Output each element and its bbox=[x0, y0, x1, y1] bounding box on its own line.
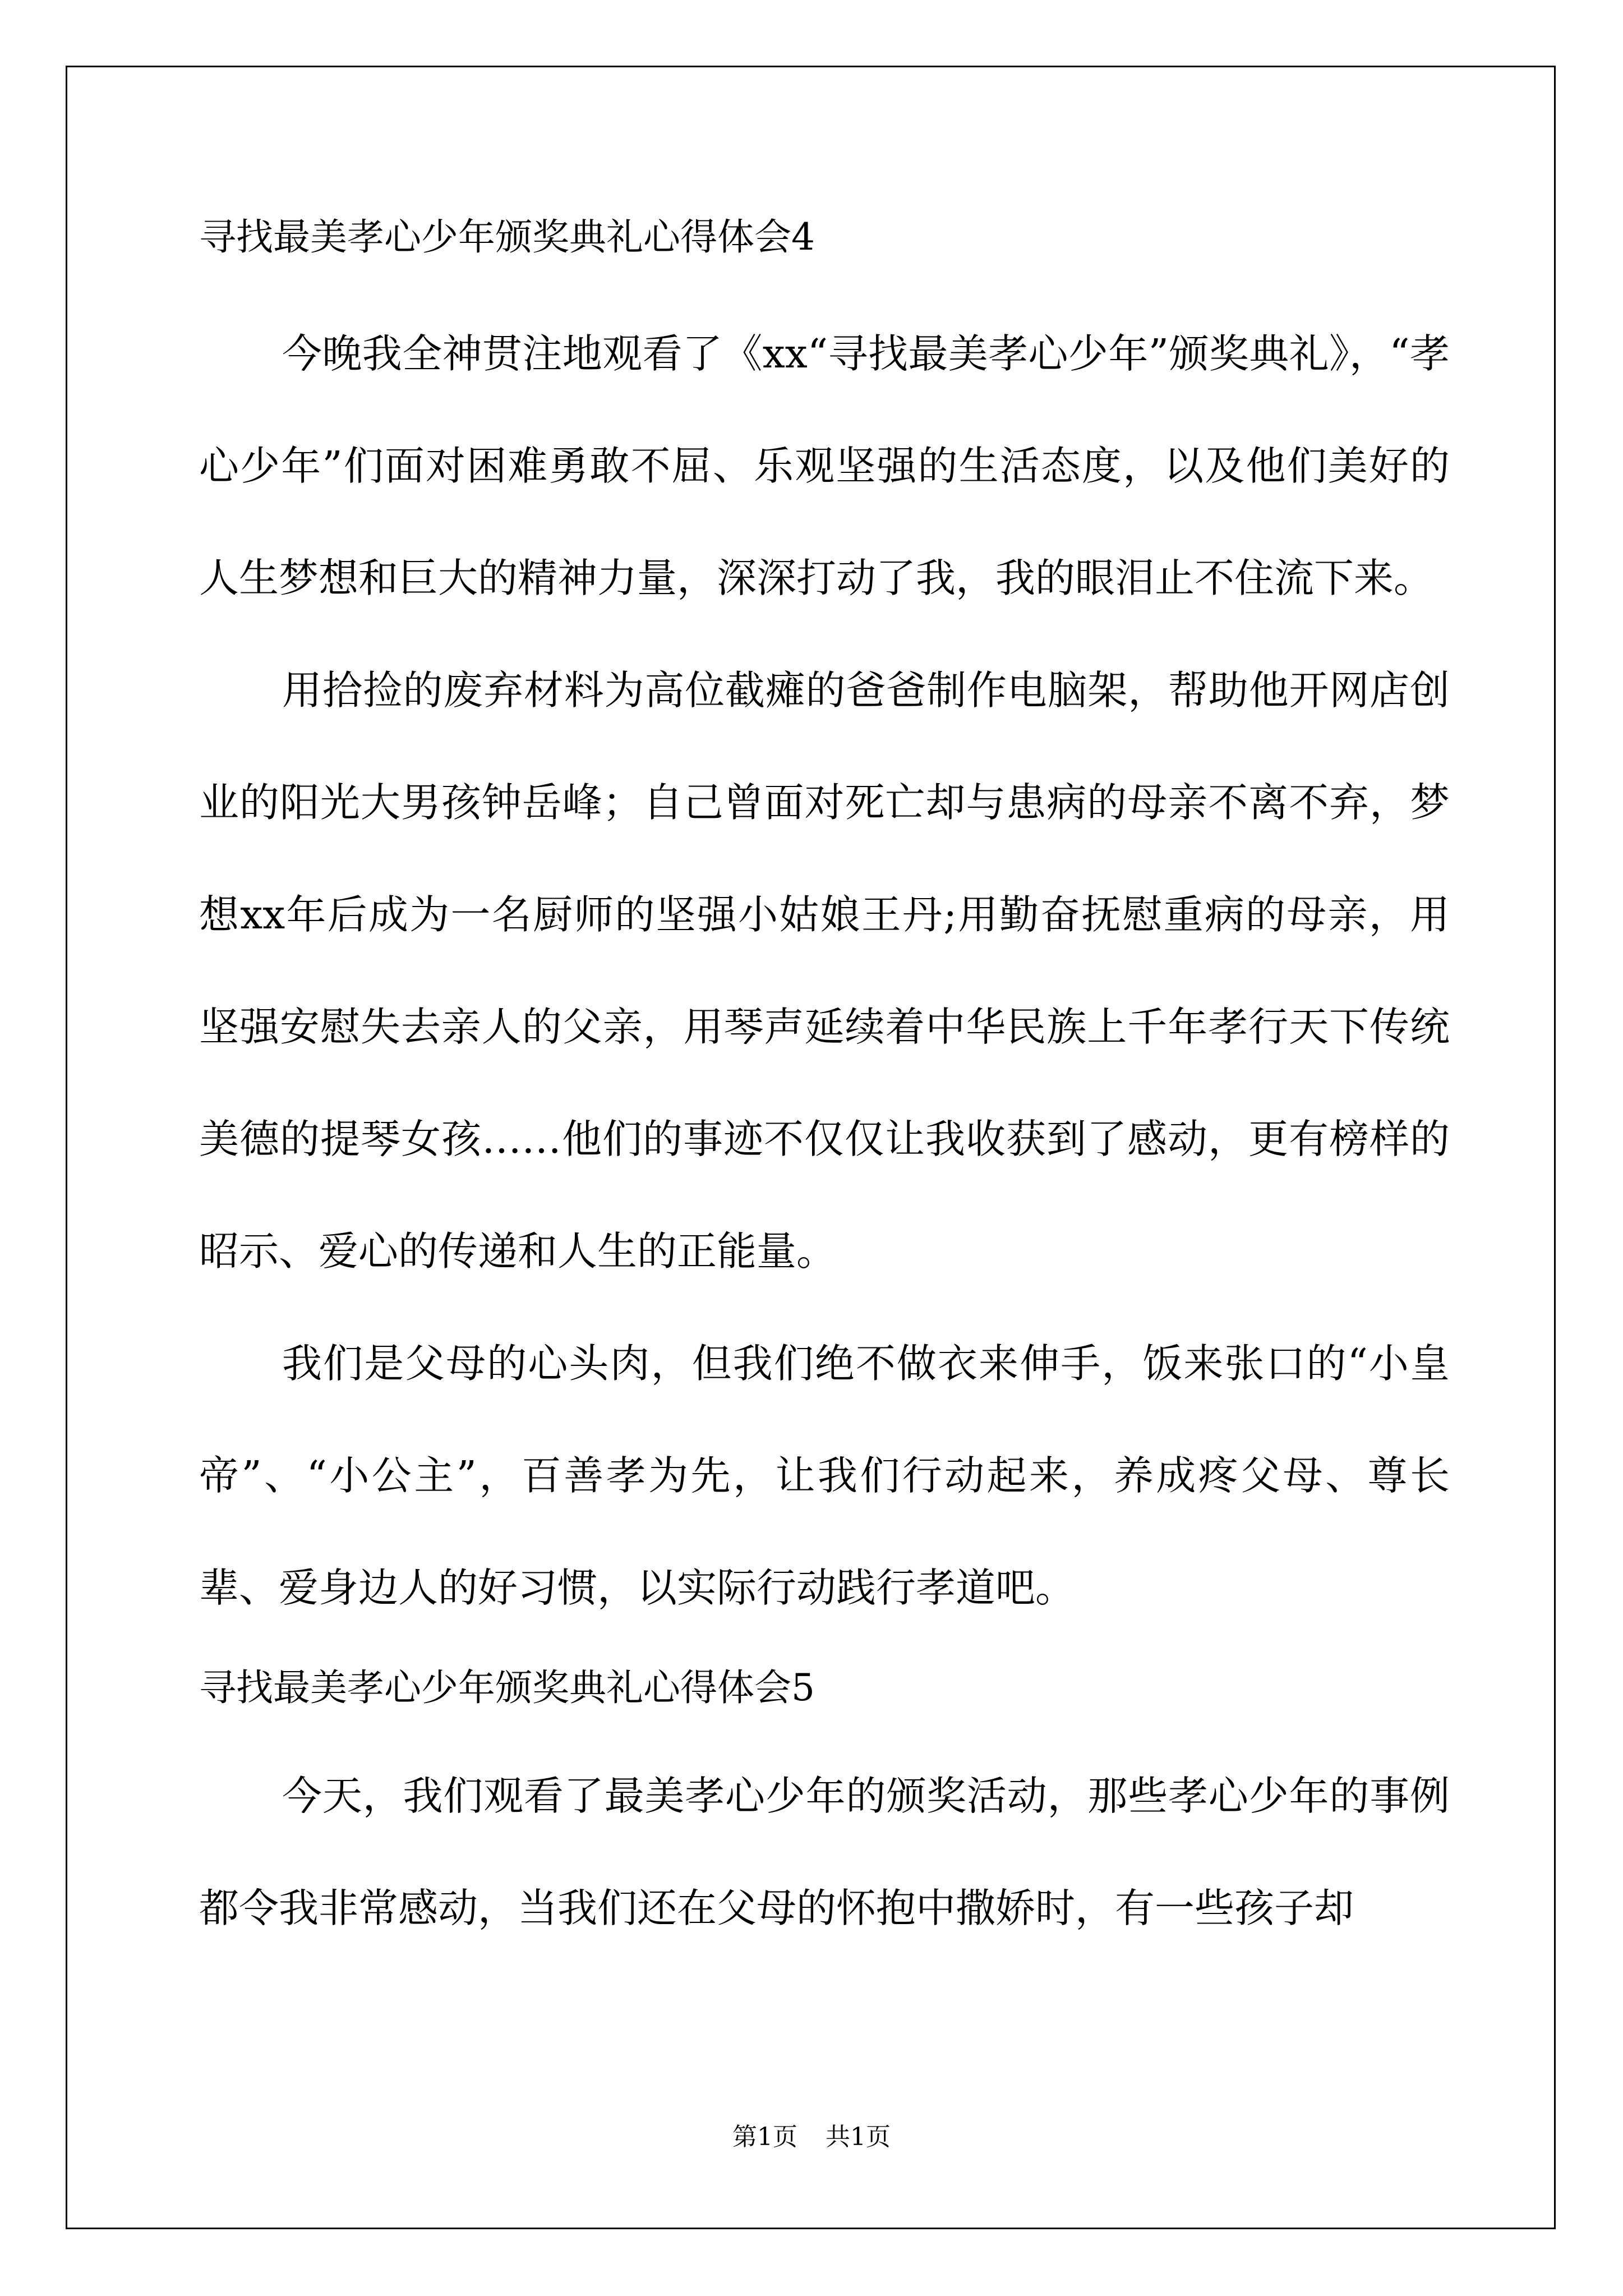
document-body bbox=[199, 215, 1450, 1964]
page-footer bbox=[0, 2125, 1623, 2150]
paragraph-4-2: 用拾捡的废弃材料为高位截瘫的爸爸制作电脑架，帮助他开网店创业的阳光大男孩钟岳峰；自己曾面对死亡却与患病的母亲不离不弃，梦想xx年后成为一名厨师的坚强小姑娘王丹;用勤奋抚慰重病的母亲，用坚强安慰失去亲人的父亲，用琴声延续着中华民族上千年孝行天下传统美德的提琴女孩……他们的事迹不仅仅让我收获到了感动，更有榜样的昭示、爱心的传递和人生的正能量。 bbox=[199, 667, 1450, 1274]
paragraph-5-1: 今天，我们观看了最美孝心少年的颁奖活动，那些孝心少年的事例都令我非常感动，当我们还在父母的怀抱中撒娇时，有一些孩子却 bbox=[199, 1773, 1450, 1931]
section-heading-4: 寻找最美孝心少年颁奖典礼心得体会4 bbox=[199, 215, 815, 259]
page-number: 第1页 bbox=[732, 2123, 797, 2151]
page-total: 共1页 bbox=[826, 2123, 891, 2151]
paragraph-4-1: 今晚我全神贯注地观看了《xx“寻找最美孝心少年”颁奖典礼》，“孝心少年”们面对困难勇敢不屈、乐观坚强的生活态度，以及他们美好的人生梦想和巨大的精神力量，深深打动了我，我的眼泪止不住流下来。 bbox=[199, 330, 1450, 601]
section-heading-5: 寻找最美孝心少年颁奖典礼心得体会5 bbox=[199, 1666, 815, 1709]
paragraph-4-3: 我们是父母的心头肉，但我们绝不做衣来伸手，饭来张口的“小皇帝”、“小公主”，百善孝为先，让我们行动起来，养成疼父母、尊长辈、爱身边人的好习惯，以实际行动践行孝道吧。 bbox=[199, 1340, 1450, 1611]
